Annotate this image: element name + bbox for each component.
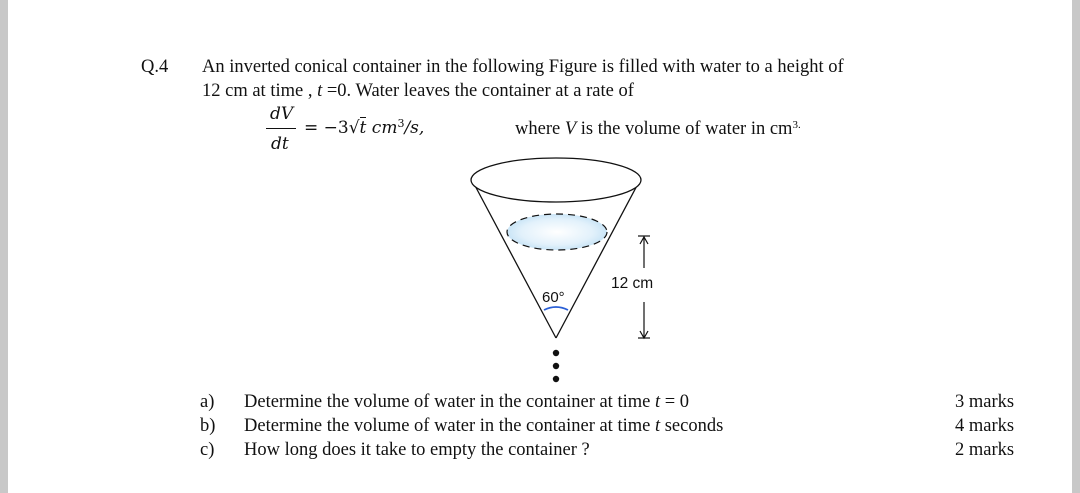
question-line-2-start: 12 cm at time , [202, 81, 318, 101]
part-b-letter: b) [200, 416, 216, 436]
question-line-2-end: =0. Water leaves the container at a rate of [322, 81, 634, 101]
rate-rhs-time: t [359, 118, 367, 138]
part-a-marks: 3 marks [955, 392, 1015, 412]
part-a-text-end: = 0 [660, 392, 690, 412]
volume-variable: V [564, 119, 577, 139]
part-b-text-end: seconds [660, 416, 724, 436]
part-a-text [244, 392, 689, 413]
part-b-text-start: Determine the volume of water in the container at time [244, 416, 655, 436]
part-b-marks: 4 marks [955, 416, 1015, 436]
part-a-variable: t [654, 392, 661, 412]
rate-rhs-per-second: /s, [404, 118, 425, 138]
rate-rhs-coefficient: = −3√ [304, 118, 360, 138]
document-page [8, 0, 1072, 493]
part-c-text: How long does it take to empty the container ? [244, 440, 590, 460]
where-end: is the volume of water in cm [576, 119, 793, 139]
height-label: 12 cm [611, 275, 654, 292]
part-b-variable: t [654, 416, 661, 436]
time-variable: t [317, 81, 323, 101]
question-line-1: An inverted conical container in the following Figure is filled with water to a height of [202, 57, 844, 77]
dot-2 [553, 363, 559, 369]
angle-label: 60° [542, 289, 565, 306]
part-a-text-start: Determine the volume of water in the container at time [244, 392, 655, 412]
question-number: Q.4 [141, 57, 169, 77]
cone-right-side [556, 180, 640, 338]
part-c-marks: 2 marks [955, 440, 1015, 460]
rate-rhs-exponent: 3 [397, 117, 405, 130]
cone-left-side [472, 180, 556, 338]
question-line-2 [202, 81, 634, 102]
where-clause [515, 119, 801, 140]
dot-1 [553, 350, 559, 356]
rate-denominator: dt [271, 134, 289, 154]
part-b-text [244, 416, 723, 437]
rate-expression [304, 118, 424, 138]
part-a-letter: a) [200, 392, 215, 412]
cone-rim [471, 158, 641, 202]
rate-numerator: dV [270, 104, 294, 124]
part-c-letter: c) [200, 440, 215, 460]
rate-rhs-unit: cm [366, 118, 398, 138]
fraction-bar [266, 128, 296, 129]
where-start: where [515, 119, 565, 139]
angle-arc [544, 307, 568, 310]
where-exponent: 3. [792, 119, 801, 131]
dot-3 [553, 376, 559, 382]
cone-figure [460, 150, 700, 390]
